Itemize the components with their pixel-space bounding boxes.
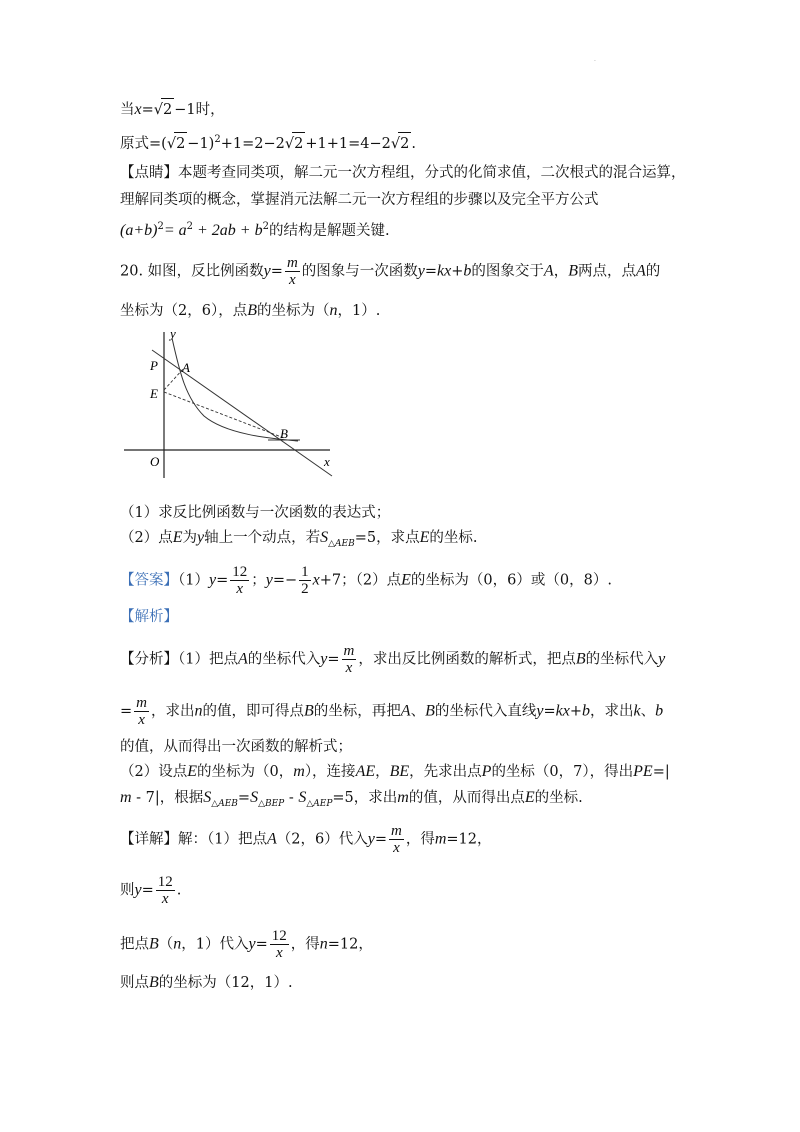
solution-line-2: 则y= $\frac{12}{x}$ . (120, 874, 182, 907)
analysis-line-3: 的值，从而得出一次函数的解析式； (120, 739, 352, 755)
question-part-2: （2）点E为y轴上一个动点，若$S_{\triangle AEB}=5$，求点E的坐标. (120, 529, 478, 549)
label-a: A (182, 360, 190, 375)
text-line-2: 原式$=(√2 -1)^2+1=2-2√2 +1+1=4-2√2$ . (120, 129, 416, 155)
analysis-line-1: 【分析】（1）把点A的坐标代入y= $\frac{m}{x}$ ，求出反比例函数的解析式，把点B的坐标代入y (120, 643, 666, 676)
label-x: x (324, 454, 330, 469)
question-part-1: （1）求反比例函数与一次函数的表达式； (120, 505, 391, 521)
analysis-heading: 【解析】 (120, 609, 178, 625)
text-line-5: $(a+b)^2= a^2 + 2ab + b^2$的结构是解题关键. (120, 221, 390, 239)
question-20-line-2: 坐标为（2，6），点B的坐标为（n，1）. (120, 302, 381, 319)
answer-line: 【答案】（1）y= $\frac{12}{x}$ ；y=− $\frac{1}{2}$ x+7；（2）点E的坐标为（0，6）或（0，8）. (120, 564, 612, 597)
fraction-m-over-x: $\frac{m}{x}$ (286, 255, 298, 288)
fraction-12-over-x: $\frac{12}{x}$ (271, 928, 287, 961)
question-20-line-1: 20. 如图，反比例函数y= $\frac{m}{x}$ 的图象与一次函数y=kx+b的图象交于A，B两点，点A的 (120, 255, 661, 288)
function-graph-figure (118, 326, 348, 486)
fraction-12-over-x: $\frac{12}{x}$ (232, 564, 248, 597)
fraction-12-over-x: $\frac{12}{x}$ (157, 874, 173, 907)
text-line-4: 理解同类项的概念，掌握消元法解二元一次方程组的步骤以及完全平方公式 (120, 192, 599, 208)
fraction-m-over-x: $\frac{m}{x}$ (343, 643, 355, 676)
dashed-e-to-a (164, 368, 184, 390)
header-dot: . (594, 56, 596, 63)
label-o: O (150, 454, 160, 469)
label-b: B (280, 426, 288, 441)
fraction-1-over-2: $\frac{1}{2}$ (301, 564, 309, 597)
linear-function-line (152, 350, 332, 476)
label-p: P (150, 358, 158, 373)
dashed-e-to-b (164, 392, 284, 438)
text-line-3: 【点睛】本题考查同类项，解二元一次方程组，分式的化简求值，二次根式的混合运算， (120, 165, 686, 181)
solution-line-3: 把点B（n，1）代入y= $\frac{12}{x}$ ，得n=12， (120, 928, 373, 961)
label-y: y (170, 326, 176, 341)
solution-line-1: 【详解】解：（1）把点A（2，6）代入y= $\frac{m}{x}$ ，得m=12， (120, 823, 492, 856)
analysis-line-2: = $\frac{m}{x}$ ，求出n的值，即可得点B的坐标，再把A、B的坐标代入直线y=kx+b，求出k、b (120, 695, 664, 728)
answer-label: 【答案】 (120, 572, 178, 589)
fraction-m-over-x: $\frac{m}{x}$ (136, 695, 147, 728)
label-e: E (150, 386, 158, 401)
fraction-m-over-x: $\frac{m}{x}$ (390, 823, 402, 856)
text-line-1: 当x=√2 −1时， (120, 98, 225, 121)
analysis-line-5: m - 7|，根据$S_{\triangle AEB}=S_{\triangle BEP} - S_{\triangle AEP}=5$，求出m的值，从而得出点E的坐标. (120, 789, 583, 809)
analysis-line-4: （2）设点E的坐标为（0，m），连接AE，BE，先求出点P的坐标（0，7），得出PE=| (120, 763, 670, 780)
solution-line-4: 则点B的坐标为（12，1）. (120, 974, 293, 991)
